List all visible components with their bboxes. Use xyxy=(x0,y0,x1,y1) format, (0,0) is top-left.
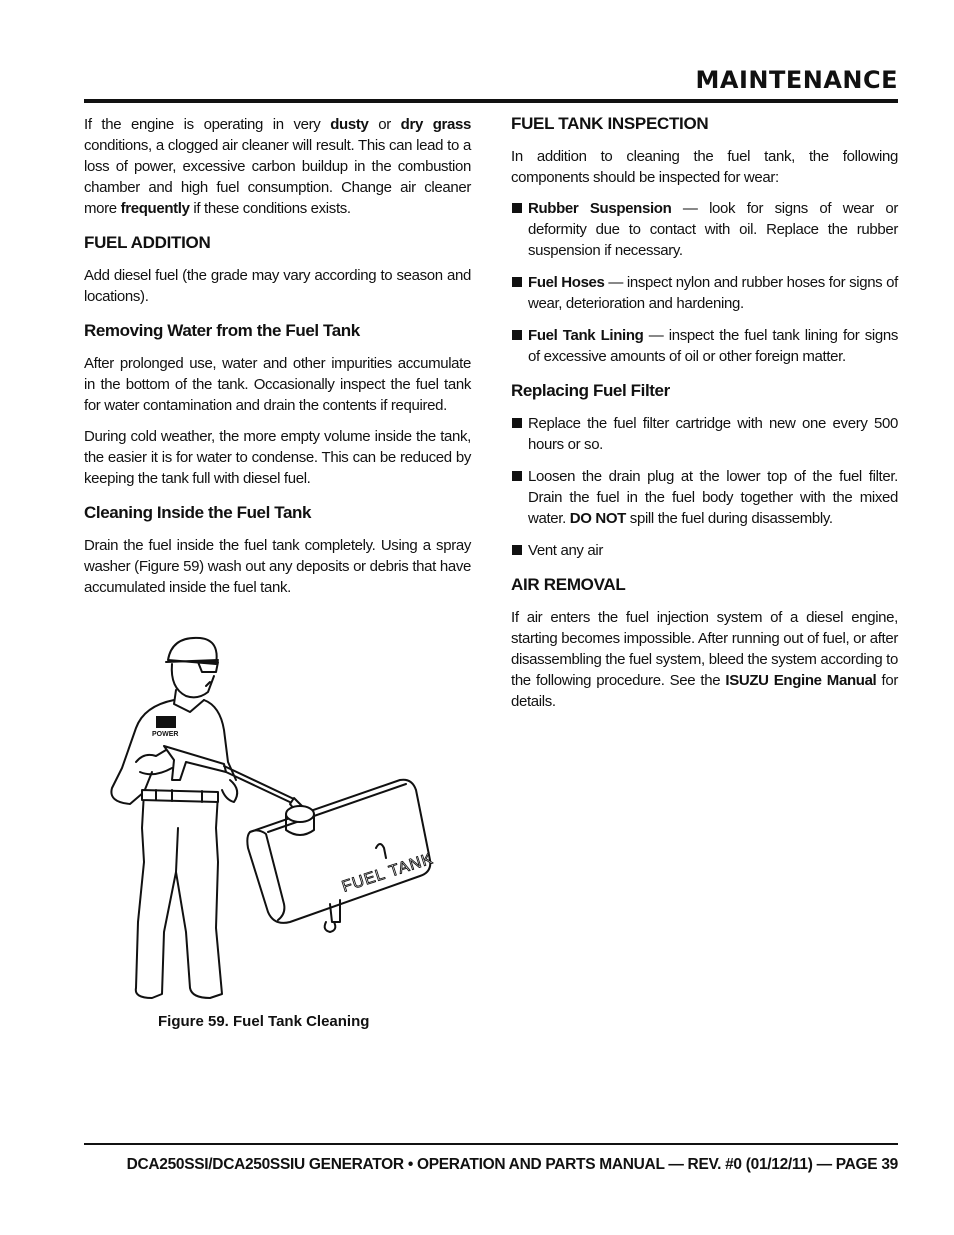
text-run: if these conditions exists. xyxy=(189,200,351,217)
bold-dry-grass: dry grass xyxy=(400,116,471,133)
header-rule xyxy=(84,99,898,103)
item-text: Loosen the drain plug at the lower top of the fuel filter. Drain the fuel in the fuel body together with the mixed water. xyxy=(528,468,898,527)
text-run: for details. xyxy=(511,672,898,710)
bullet-square-icon xyxy=(512,471,522,481)
cleaning-heading: Cleaning Inside the Fuel Tank xyxy=(84,503,312,522)
item-bold: Rubber Suspension xyxy=(528,200,672,217)
removing-water-paragraph-2: During cold weather, the more empty volume inside the tank, the easier it is for water to condense. This can be reduced by keeping the tank full with diesel fuel. xyxy=(84,428,471,487)
filter-list xyxy=(511,413,898,561)
fuel-tank-cleaning-illustration xyxy=(100,632,460,1007)
item-bold: Fuel Hoses xyxy=(528,274,605,291)
inspection-list xyxy=(511,198,898,367)
replacing-fuel-filter-heading: Replacing Fuel Filter xyxy=(511,381,670,400)
bold-dusty: dusty xyxy=(330,116,369,133)
item-bold: Fuel Tank Lining xyxy=(528,327,644,344)
air-removal-heading: AIR REMOVAL xyxy=(511,575,626,594)
removing-water-heading: Removing Water from the Fuel Tank xyxy=(84,321,360,340)
list-item xyxy=(511,466,898,529)
text-run: If air enters the fuel injection system of a diesel engine, starting becomes impossible. After running out of fuel, or after disassembling the fuel system, bleed the system according to the following procedure. See the xyxy=(511,609,898,689)
list-item xyxy=(511,540,898,561)
footer-rule xyxy=(84,1143,898,1145)
list-item xyxy=(511,198,898,261)
bullet-square-icon xyxy=(512,418,522,428)
bullet-square-icon xyxy=(512,330,522,340)
figure-caption: Figure 59. Fuel Tank Cleaning xyxy=(158,1013,370,1030)
item-text: Replace the fuel filter cartridge with new one every 500 hours or so. xyxy=(528,415,898,453)
air-removal-text xyxy=(511,607,898,712)
bullet-square-icon xyxy=(512,277,522,287)
bold-isuzu-manual: ISUZU Engine Manual xyxy=(725,672,877,689)
fuel-addition-text: Add diesel fuel (the grade may vary according to season and locations). xyxy=(84,267,471,305)
fuel-tank-inspection-heading: FUEL TANK INSPECTION xyxy=(511,114,709,133)
list-item xyxy=(511,325,898,367)
air-cleaner-paragraph xyxy=(84,114,471,219)
text-run: conditions, a clogged air cleaner will result. This can lead to a loss of power, excessive carbon buildup in the combustion chamber and high fuel consumption. Change air cleaner more xyxy=(84,137,471,217)
item-text: spill the fuel during disassembly. xyxy=(625,510,833,527)
text-run: or xyxy=(368,116,401,133)
list-item xyxy=(511,272,898,314)
item-text: — inspect the fuel tank lining for signs of excessive amounts of oil or other foreign matter. xyxy=(528,327,899,365)
item-text: — inspect nylon and rubber hoses for signs of wear, deterioration and hardening. xyxy=(528,274,898,312)
right-column xyxy=(511,114,898,722)
fuel-addition-heading: FUEL ADDITION xyxy=(84,233,211,252)
cleaning-text: Drain the fuel inside the fuel tank completely. Using a spray washer (Figure 59) wash out any deposits or debris that have accumulated inside the fuel tank. xyxy=(84,537,471,596)
list-item xyxy=(511,413,898,455)
text-run: If the engine is operating in very xyxy=(84,116,331,133)
bold-frequently: frequently xyxy=(120,200,190,217)
tank-label: FUEL TANK xyxy=(339,850,436,896)
left-column xyxy=(84,114,471,608)
page-title: MAINTENANCE xyxy=(695,66,898,94)
item-bold: DO NOT xyxy=(569,510,626,527)
illustration-svg xyxy=(100,632,460,1007)
removing-water-paragraph-1: After prolonged use, water and other impurities accumulate in the bottom of the tank. Occasionally inspect the fuel tank for water contamination and drain the contents if required. xyxy=(84,355,471,414)
bullet-square-icon xyxy=(512,203,522,213)
inspection-intro: In addition to cleaning the fuel tank, the following components should be inspected for wear: xyxy=(511,148,898,186)
page-footer xyxy=(84,1143,898,1174)
logo-text: POWER xyxy=(152,731,179,738)
bullet-square-icon xyxy=(512,545,522,555)
item-text: — look for signs of wear or deformity due to contact with oil. Replace the rubber suspension if necessary. xyxy=(528,200,898,259)
footer-text: DCA250SSI/DCA250SSIU GENERATOR • OPERATION AND PARTS MANUAL — REV. #0 (01/12/11) — PAGE 39 xyxy=(126,1156,898,1173)
page-header xyxy=(84,66,898,106)
item-text: Vent any air xyxy=(528,542,604,559)
